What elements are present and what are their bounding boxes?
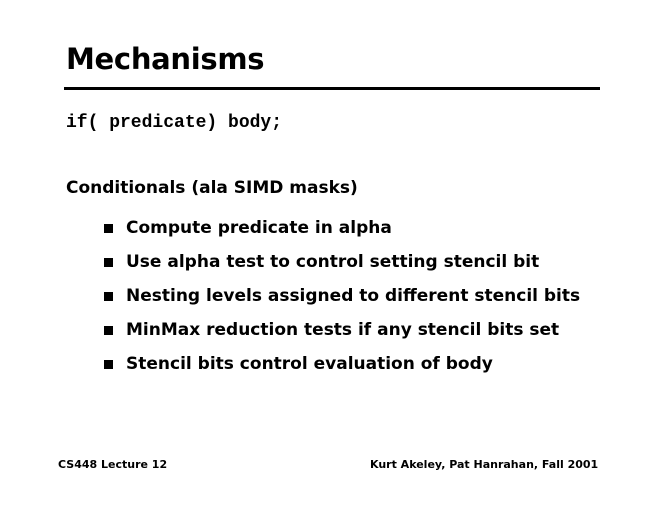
bullet-item [104, 313, 580, 347]
bullet-item [104, 347, 580, 381]
bullet-list [104, 211, 580, 381]
square-bullet-icon [104, 258, 113, 267]
slide-title: Mechanisms [66, 42, 265, 76]
title-underline [64, 87, 600, 90]
section-heading: Conditionals (ala SIMD masks) [66, 178, 358, 198]
footer-authors: Kurt Akeley, Pat Hanrahan, Fall 2001 [370, 458, 599, 471]
bullet-text: Compute predicate in alpha [126, 218, 392, 238]
bullet-text: Stencil bits control evaluation of body [126, 354, 493, 374]
square-bullet-icon [104, 360, 113, 369]
bullet-text: MinMax reduction tests if any stencil bits set [126, 320, 560, 340]
bullet-text: Use alpha test to control setting stencil bit [126, 252, 540, 272]
square-bullet-icon [104, 326, 113, 335]
bullet-item [104, 279, 580, 313]
footer-course-label: CS448 Lecture 12 [58, 458, 168, 471]
bullet-item [104, 211, 580, 245]
bullet-text: Nesting levels assigned to different stencil bits [126, 286, 581, 306]
code-snippet: if( predicate) body; [66, 113, 283, 133]
square-bullet-icon [104, 224, 113, 233]
bullet-item [104, 245, 580, 279]
square-bullet-icon [104, 292, 113, 301]
